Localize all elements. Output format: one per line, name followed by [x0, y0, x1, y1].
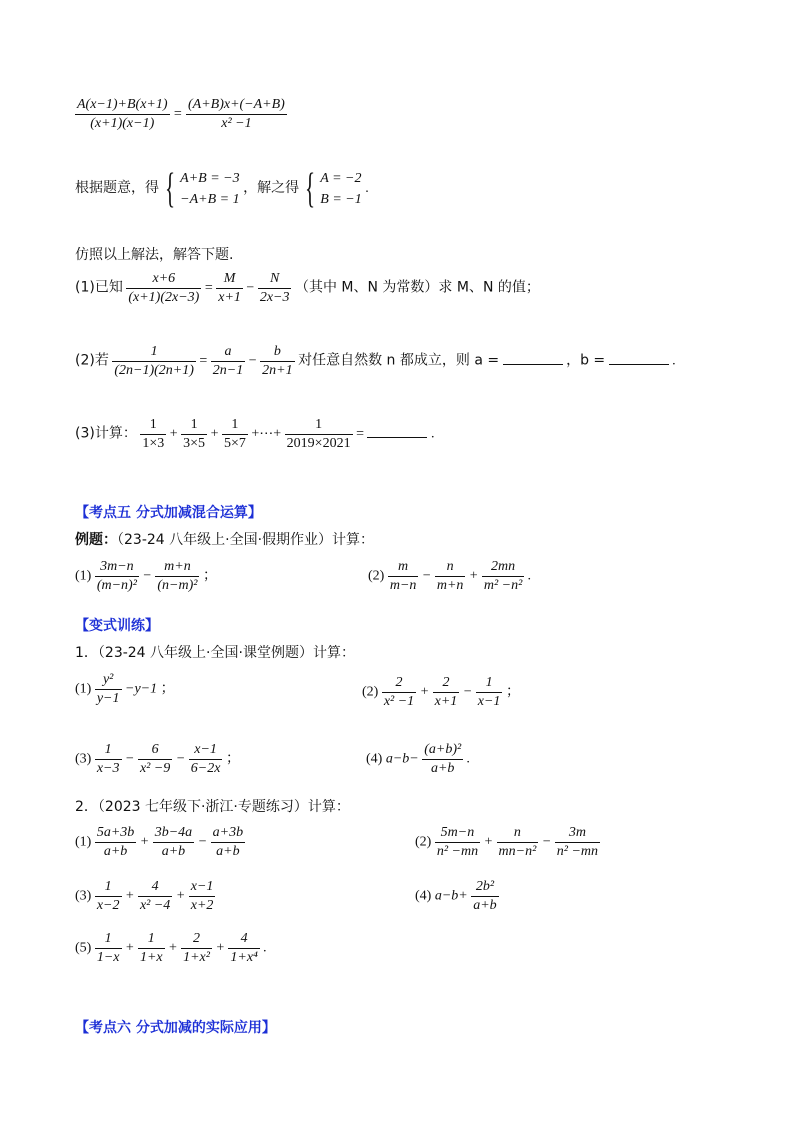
- example-2: (2) $\frac{m}{m-n}$ − $\frac{n}{m+n}$ + $\frac{2mn}{\text{m² −n²}}$ .: [368, 559, 532, 593]
- system-solution: A = −2 B = −1: [320, 171, 362, 207]
- problem-2-source: 2．（2023 七年级下·浙江·专题练习）计算：: [75, 799, 350, 815]
- problem-1-source: 1．（23-24 八年级上·全国·课堂例题）计算：: [75, 645, 355, 661]
- question-2: (2)若 $\frac{1}{(2n-1)(2n+1)}$ = $\frac{a}{2n-1}$ − $\frac{b}{2n+1}$ 对任意自然数 n 都成立，则 a = ，b = .: [75, 344, 676, 378]
- question-3: (3)计算： $\frac{1}{1\times 3}$ + $\frac{1}{3\times 5}$ + $\frac{1}{5\times 7}$ +⋯+ $\frac{1}{2019\times 2021}$ = .: [75, 417, 435, 451]
- intro-equation: $\frac{A(x-1)+B(x+1)}{(x+1)(x-1)}$ = $\frac{(A+B)x+(-A+B)}{\text{x² −1}}$: [77, 97, 285, 131]
- intro-system: 根据题意，得 { A+B = −3 −A+B = 1 ，解之得 { A = −2 B = −1 .: [75, 166, 369, 212]
- section-heading-variant: 【变式训练】: [75, 618, 159, 634]
- answer-blank-sum[interactable]: [367, 425, 427, 438]
- problem-2-2: (2) $\frac{5m-n}{\text{n² −mn}}$ + $\frac{n}{\text{mn−n²}}$ − $\frac{3m}{\text{n² −mn}}$: [415, 825, 599, 859]
- section-heading-6: 【考点六 分式加减的实际应用】: [75, 1020, 276, 1036]
- example-source: 例题：（23-24 八年级上·全国·假期作业）计算：: [75, 532, 375, 548]
- answer-blank-a[interactable]: [503, 352, 563, 365]
- system-equations: A+B = −3 −A+B = 1: [180, 171, 240, 207]
- problem-2-3: (3) $\frac{1}{x-2}$ + $\frac{4}{\text{x² −4}}$ + $\frac{x-1}{x+2}$: [75, 879, 214, 913]
- example-1: (1) $\frac{3m-n}{\text{(m−n)²}}$ − $\frac{m+n}{\text{(n−m)²}}$ ；: [75, 559, 217, 593]
- problem-2-5: (5) $\frac{1}{1-x}$ + $\frac{1}{1+x}$ + $\frac{2}{\text{1+x²}}$ + $\frac{4}{\text{1+x⁴}}$ .: [75, 931, 267, 965]
- problem-1-1: (1) $\frac{\text{y²}}{y-1}$ −y−1 ；: [75, 672, 175, 706]
- intro-fraction-left: $\frac{A(x-1)+B(x+1)}{(x+1)(x-1)}$: [77, 97, 168, 131]
- section-heading-5: 【考点五 分式加减混合运算】: [75, 505, 262, 521]
- problem-1-2: (2) $\frac{2}{\text{x² −1}}$ + $\frac{2}{x+1}$ − $\frac{1}{x-1}$ ；: [362, 675, 520, 709]
- intro-fraction-right: $\frac{(A+B)x+(-A+B)}{\text{x² −1}}$: [187, 97, 285, 131]
- problem-2-4: (4) a−b+ $\frac{\text{2b²}}{a+b}$: [415, 879, 497, 913]
- question-1: (1)已知 $\frac{x+6}{(x+1)(2x-3)}$ = $\frac{M}{x+1}$ − $\frac{N}{2x-3}$ （其中 M、N 为常数）求 M、N 的值；: [75, 271, 540, 305]
- problem-1-4: (4) a−b− $\frac{\text{(a+b)²}}{a+b}$ .: [366, 742, 471, 776]
- answer-blank-b[interactable]: [609, 352, 669, 365]
- problem-2-1: (1) $\frac{5a+3b}{a+b}$ + $\frac{3b-4a}{a+b}$ − $\frac{a+3b}{a+b}$: [75, 825, 244, 859]
- mimic-instruction: 仿照以上解法，解答下题.: [75, 247, 234, 263]
- problem-1-3: (3) $\frac{1}{x-3}$ − $\frac{6}{\text{x² −9}}$ − $\frac{x-1}{6-2x}$ ；: [75, 742, 240, 776]
